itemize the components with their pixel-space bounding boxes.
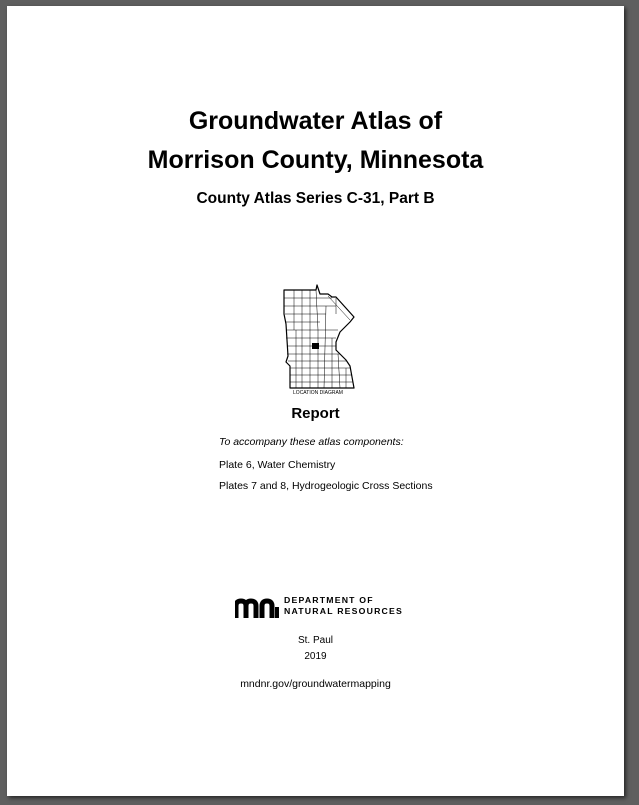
agency-line-1: DEPARTMENT OF bbox=[284, 595, 374, 605]
report-heading: Report bbox=[291, 405, 340, 422]
location-diagram-label: LOCATION DIAGRAM bbox=[293, 390, 343, 396]
publication-city: St. Paul bbox=[297, 635, 334, 646]
series-subtitle: County Atlas Series C-31, Part B bbox=[196, 190, 435, 207]
agency-line-2: NATURAL RESOURCES bbox=[284, 606, 404, 616]
agency-name bbox=[284, 595, 403, 617]
title-line-2: Morrison County, Minnesota bbox=[147, 146, 484, 174]
plate-item: Plates 7 and 8, Hydrogeologic Cross Sections bbox=[219, 480, 433, 492]
plate-item: Plate 6, Water Chemistry bbox=[219, 459, 336, 471]
accompany-note: To accompany these atlas components: bbox=[219, 436, 404, 448]
minnesota-location-map bbox=[280, 284, 356, 396]
title-line-1: Groundwater Atlas of bbox=[188, 107, 443, 135]
morrison-county-highlight bbox=[312, 343, 319, 349]
document-page bbox=[7, 6, 624, 796]
publication-year: 2019 bbox=[304, 651, 327, 662]
mn-logo-mark-icon bbox=[235, 597, 281, 619]
dnr-logo bbox=[235, 595, 410, 621]
document-title bbox=[7, 102, 624, 180]
website-url[interactable]: mndnr.gov/groundwatermapping bbox=[240, 678, 391, 690]
